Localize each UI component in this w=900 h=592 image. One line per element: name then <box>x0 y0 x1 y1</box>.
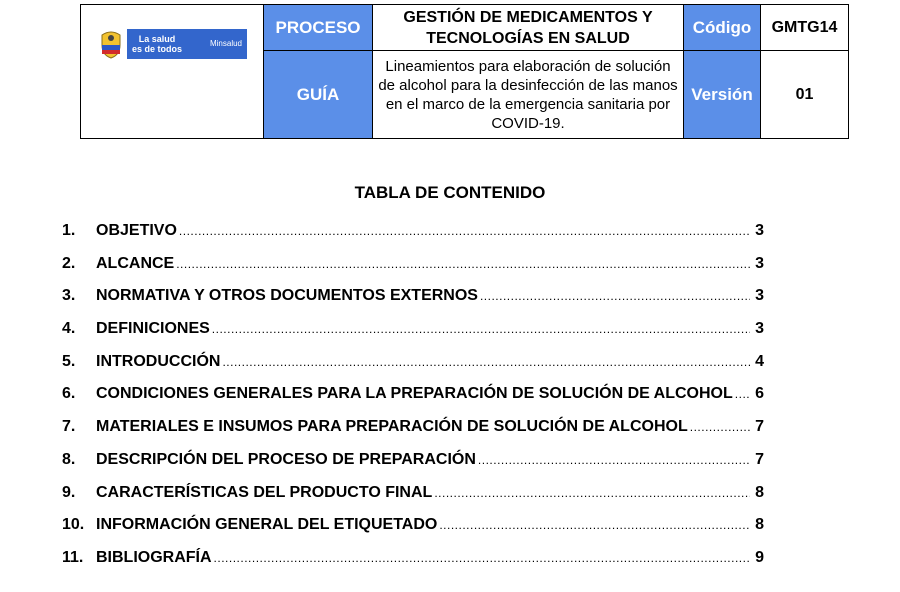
toc-entry-page[interactable]: 8 <box>755 516 764 534</box>
toc-entry-page[interactable]: 3 <box>755 287 764 305</box>
toc-dot-leader <box>434 486 750 500</box>
toc-entry[interactable] <box>62 418 764 451</box>
toc-entry-number: 4. <box>62 320 76 338</box>
minsalud-logo <box>97 27 247 61</box>
toc-entry-title[interactable]: ALCANCE <box>96 254 175 272</box>
codigo-value: GMTG14 <box>761 5 849 51</box>
toc-entry-title[interactable]: CARACTERÍSTICAS DEL PRODUCTO FINAL <box>96 483 433 501</box>
logo-line1: La salud <box>138 34 176 44</box>
toc-dot-leader <box>212 322 750 336</box>
toc-entry-title[interactable]: INFORMACIÓN GENERAL DEL ETIQUETADO <box>96 516 438 534</box>
toc-entry-title[interactable]: CONDICIONES GENERALES PARA LA PREPARACIÓN DE SOLUCIÓN DE ALCOHOL <box>96 385 733 403</box>
toc-entry-number: 9. <box>62 483 76 501</box>
toc-entry-title[interactable]: MATERIALES E INSUMOS PARA PREPARACIÓN DE SOLUCIÓN DE ALCOHOL <box>96 418 688 436</box>
version-value: 01 <box>761 51 849 139</box>
toc-entry[interactable] <box>62 287 764 320</box>
toc-dot-leader <box>214 551 750 565</box>
logo-ministry: Minsalud <box>209 39 242 48</box>
toc-dot-leader <box>439 518 750 532</box>
toc-entry-page[interactable]: 8 <box>755 483 764 501</box>
toc-dot-leader <box>480 289 750 303</box>
toc-entry-number: 5. <box>62 352 76 370</box>
toc-dot-leader <box>478 453 750 467</box>
toc-title: TABLA DE CONTENIDO <box>354 183 546 202</box>
toc-dot-leader <box>222 355 750 369</box>
toc-entry-page[interactable]: 9 <box>755 548 764 566</box>
toc-entry-number: 6. <box>62 385 76 403</box>
toc-entry-number: 2. <box>62 254 76 272</box>
toc-entry[interactable] <box>62 451 764 484</box>
toc-entry[interactable] <box>62 353 764 386</box>
table-of-contents <box>62 222 764 582</box>
toc-entry[interactable] <box>62 549 764 582</box>
toc-entry-number: 10. <box>62 516 85 534</box>
toc-entry-page[interactable]: 7 <box>755 418 764 436</box>
toc-entry-page[interactable]: 3 <box>755 222 764 239</box>
toc-dot-leader <box>735 387 750 401</box>
version-label: Versión <box>684 51 761 139</box>
toc-dot-leader <box>690 420 750 434</box>
toc-entry[interactable] <box>62 385 764 418</box>
toc-entry-title[interactable]: NORMATIVA Y OTROS DOCUMENTOS EXTERNOS <box>96 287 478 305</box>
toc-entry-number: 11. <box>62 548 84 566</box>
toc-entry-title[interactable]: DESCRIPCIÓN DEL PROCESO DE PREPARACIÓN <box>96 450 476 468</box>
logo-cell <box>81 5 264 139</box>
proceso-value: GESTIÓN DE MEDICAMENTOS Y TECNOLOGÍAS EN SALUD <box>373 5 684 51</box>
toc-entry-title[interactable]: INTRODUCCIÓN <box>96 352 221 370</box>
toc-entry[interactable] <box>62 516 764 549</box>
document-header-table <box>80 4 849 139</box>
toc-entry-title[interactable]: BIBLIOGRAFÍA <box>96 548 212 566</box>
codigo-label: Código <box>684 5 761 51</box>
toc-entry-page[interactable]: 6 <box>755 385 764 403</box>
toc-entry-number: 1. <box>62 222 76 239</box>
toc-dot-leader <box>176 257 750 271</box>
toc-entry-number: 7. <box>62 418 76 436</box>
toc-entry-title[interactable]: DEFINICIONES <box>96 320 210 338</box>
toc-entry-number: 8. <box>62 450 76 468</box>
logo-banner <box>127 29 247 59</box>
toc-entry-number: 3. <box>62 287 76 305</box>
toc-entry[interactable] <box>62 320 764 353</box>
guia-value: Lineamientos para elaboración de solución de alcohol para la desinfección de las manos en el marco de la emergencia sanitaria por COVID-19. <box>373 51 684 139</box>
proceso-label: PROCESO <box>264 5 373 51</box>
logo-line2: es de todos <box>132 44 183 54</box>
toc-dot-leader <box>179 224 750 238</box>
toc-entry[interactable] <box>62 255 764 288</box>
toc-entry-title[interactable]: OBJETIVO <box>96 222 177 239</box>
toc-entry[interactable] <box>62 222 764 255</box>
guia-label: GUÍA <box>264 51 373 139</box>
toc-entry-page[interactable]: 3 <box>755 254 764 272</box>
toc-entry-page[interactable]: 4 <box>755 352 764 370</box>
toc-entry[interactable] <box>62 484 764 517</box>
toc-entry-page[interactable]: 7 <box>755 450 764 468</box>
coat-of-arms-icon <box>97 27 125 61</box>
toc-entry-page[interactable]: 3 <box>755 320 764 338</box>
